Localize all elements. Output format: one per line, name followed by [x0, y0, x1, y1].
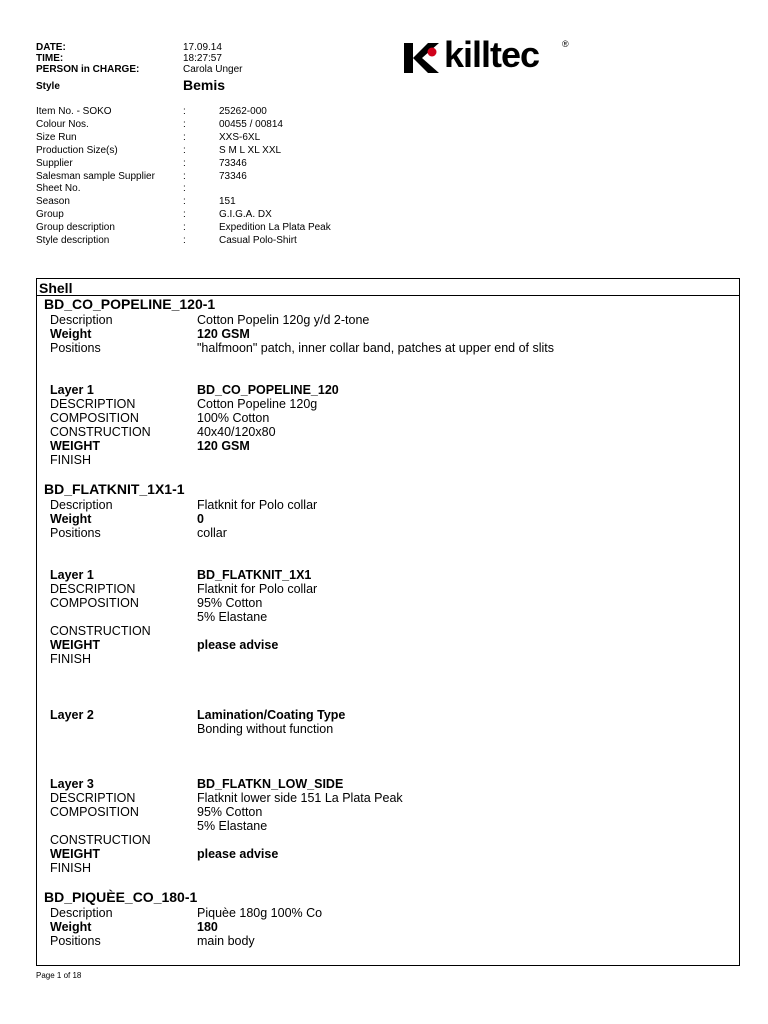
info-separator: :	[183, 144, 186, 156]
layer-label: Layer 1	[50, 568, 94, 582]
info-value: Expedition La Plata Peak	[219, 222, 331, 234]
field-value: Flatknit for Polo collar	[197, 498, 318, 512]
layer-name: BD_CO_POPELINE_120	[197, 383, 339, 397]
person-value: Carola Unger	[183, 64, 243, 75]
field-label: Weight	[50, 920, 92, 934]
field-value: 95% Cotton	[197, 596, 263, 610]
field-label: CONSTRUCTION	[50, 833, 151, 847]
field-label: Positions	[50, 934, 101, 948]
field-value: 0	[197, 512, 204, 526]
date-label: DATE:	[36, 42, 66, 53]
registered-mark: ®	[562, 39, 569, 49]
materials-frame	[36, 278, 740, 966]
layer-name: Lamination/Coating Type	[197, 708, 346, 722]
info-label: Group	[36, 209, 64, 221]
style-label: Style	[36, 81, 60, 92]
logo-mark-icon	[402, 40, 440, 78]
info-label: Season	[36, 196, 70, 208]
field-label: COMPOSITION	[50, 411, 139, 425]
material-name: BD_CO_POPELINE_120-1	[44, 296, 216, 312]
field-value: Piquèe 180g 100% Co	[197, 906, 323, 920]
info-label: Item No. - SOKO	[36, 106, 112, 117]
shell-title: Shell	[39, 280, 73, 296]
field-value: Bonding without function	[197, 722, 334, 736]
field-label: Description	[50, 498, 113, 512]
info-value: 151	[219, 196, 236, 208]
layer-name: BD_FLATKNIT_1X1	[197, 568, 312, 582]
field-value: 95% Cotton	[197, 805, 263, 819]
killtec-logo	[402, 34, 574, 78]
material-name: BD_FLATKNIT_1X1-1	[44, 481, 185, 497]
info-separator: :	[183, 170, 186, 182]
field-value: please advise	[197, 638, 279, 652]
person-label: PERSON in CHARGE:	[36, 64, 140, 75]
info-value: Casual Polo-Shirt	[219, 235, 297, 246]
info-label: Style description	[36, 235, 110, 246]
field-value: "halfmoon" patch, inner collar band, patches at upper end of slits	[197, 341, 555, 355]
field-label: WEIGHT	[50, 439, 100, 453]
layer-label: Layer 3	[50, 777, 94, 791]
layer-label: Layer 1	[50, 383, 94, 397]
field-label: FINISH	[50, 453, 91, 467]
info-value: G.I.G.A. DX	[219, 209, 272, 221]
layer-name: BD_FLATKN_LOW_SIDE	[197, 777, 344, 791]
info-separator: :	[183, 196, 186, 208]
info-separator: :	[183, 118, 186, 130]
field-value: Cotton Popelin 120g y/d 2-tone	[197, 313, 370, 327]
field-label: FINISH	[50, 861, 91, 875]
field-value: Flatknit lower side 151 La Plata Peak	[197, 791, 403, 805]
info-value: XXS-6XL	[219, 131, 261, 143]
field-value: 40x40/120x80	[197, 425, 276, 439]
field-value: 120 GSM	[197, 327, 250, 341]
field-label: DESCRIPTION	[50, 397, 136, 411]
field-label: DESCRIPTION	[50, 582, 136, 596]
field-label: Description	[50, 313, 113, 327]
field-value: 120 GSM	[197, 439, 250, 453]
material-name: BD_PIQUÈE_CO_180-1	[44, 889, 198, 905]
field-label: WEIGHT	[50, 847, 100, 861]
info-label: Sheet No.	[36, 183, 81, 195]
info-separator: :	[183, 183, 186, 195]
field-label: Positions	[50, 526, 101, 540]
field-label: DESCRIPTION	[50, 791, 136, 805]
info-value: S M L XL XXL	[219, 144, 282, 156]
field-value: main body	[197, 934, 255, 948]
info-value: 25262-000	[219, 106, 267, 117]
field-value: please advise	[197, 847, 279, 861]
logo-wordmark: killtec	[444, 34, 540, 75]
page-number: Page 1 of 18	[36, 971, 82, 980]
info-value: 00455 / 00814	[219, 118, 283, 130]
info-label: Colour Nos.	[36, 118, 89, 130]
field-label: WEIGHT	[50, 638, 100, 652]
field-label: Weight	[50, 512, 92, 526]
info-separator: :	[183, 235, 186, 246]
field-value: collar	[197, 526, 227, 540]
field-label: COMPOSITION	[50, 596, 139, 610]
time-value: 18:27:57	[183, 53, 222, 64]
time-label: TIME:	[36, 53, 64, 64]
info-separator: :	[183, 222, 186, 234]
field-label: FINISH	[50, 652, 91, 666]
info-value: 73346	[219, 157, 247, 169]
field-value: 5% Elastane	[197, 819, 268, 833]
info-label: Salesman sample Supplier	[36, 170, 155, 182]
layer-label: Layer 2	[50, 708, 94, 722]
info-separator: :	[183, 209, 186, 221]
field-value: Flatknit for Polo collar	[197, 582, 318, 596]
info-separator: :	[183, 131, 186, 143]
field-label: CONSTRUCTION	[50, 624, 151, 638]
date-value: 17.09.14	[183, 42, 222, 53]
field-value: Cotton Popeline 120g	[197, 397, 318, 411]
info-label: Size Run	[36, 131, 77, 143]
field-value: 180	[197, 920, 218, 934]
field-label: COMPOSITION	[50, 805, 139, 819]
field-label: Positions	[50, 341, 101, 355]
field-value: 5% Elastane	[197, 610, 268, 624]
info-separator: :	[183, 106, 186, 117]
field-value: 100% Cotton	[197, 411, 270, 425]
style-value: Bemis	[183, 77, 226, 93]
field-label: Description	[50, 906, 113, 920]
field-label: CONSTRUCTION	[50, 425, 151, 439]
info-label: Group description	[36, 222, 115, 234]
field-label: Weight	[50, 327, 92, 341]
info-label: Production Size(s)	[36, 144, 118, 156]
info-label: Supplier	[36, 157, 73, 169]
info-value: 73346	[219, 170, 247, 182]
info-separator: :	[183, 157, 186, 169]
